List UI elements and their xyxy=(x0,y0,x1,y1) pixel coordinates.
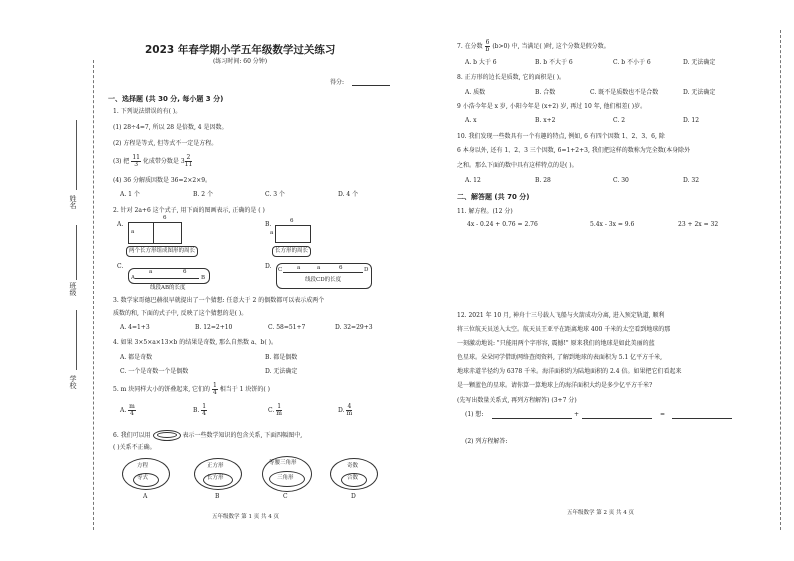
q2-a-label-6: 6 xyxy=(163,215,167,221)
q12-blank-2[interactable] xyxy=(582,418,652,419)
venn-b-inner: 长方形 xyxy=(207,475,224,481)
binding-line xyxy=(93,60,94,530)
name-label: 姓名 xyxy=(69,195,77,209)
q3-option-c[interactable]: C. 58=51+7 xyxy=(268,324,306,331)
q1-option-b[interactable]: B. 2 个 xyxy=(193,191,213,198)
venn-label-a[interactable]: A xyxy=(143,493,148,500)
q11-eq3: 23 + 2x = 32 xyxy=(678,221,719,228)
q10-option-c[interactable]: C. 30 xyxy=(613,177,629,184)
venn-d-inner: 合数 xyxy=(347,475,359,481)
q6-venn-d xyxy=(330,458,378,490)
q1-s2: (2) 方程是等式, 但等式不一定是方程。 xyxy=(113,140,218,147)
venn-label-c[interactable]: C xyxy=(283,493,288,500)
q3-option-b[interactable]: B. 12=2+10 xyxy=(195,324,233,331)
q4-option-b[interactable]: B. 都是偶数 xyxy=(265,354,298,361)
fraction-num: 4 xyxy=(347,403,352,410)
q12-line5: 地球赤道半径约为 6378 千米。海洋面积约为陆地面积的 2.4 倍。如果把它们看起来 xyxy=(457,368,682,375)
q2-c-figure xyxy=(128,268,210,284)
q4-stem: 4. 如果 3×5×a×13×b 的结果是奇数, 那么自然数 a、b( )。 xyxy=(113,339,277,346)
q6-venn-b xyxy=(194,458,242,490)
q12-line7: (先写出数量关系式, 再列方程解答) (3+7 分) xyxy=(457,397,577,404)
venn-a-inner: 等式 xyxy=(137,475,149,481)
q3-option-d[interactable]: D. 32=29+3 xyxy=(335,324,373,331)
q2-c-label-6: 6 xyxy=(183,269,187,275)
q12-line1: 12. 2021 年 10 月, 神舟十三号载人飞船与火箭成功分离, 进入预定轨道, 顺利 xyxy=(457,312,665,319)
venn-d-outer: 奇数 xyxy=(347,463,359,469)
class-field[interactable] xyxy=(76,225,77,280)
q5-option-d[interactable] xyxy=(338,404,352,417)
q8-option-c[interactable]: C. 既不是质数也不是合数 xyxy=(590,89,659,96)
q8-option-b[interactable]: B. 合数 xyxy=(535,89,556,96)
q1-s4: (4) 36 分解质因数是 36=2×2×9。 xyxy=(113,177,212,184)
venn-b-outer: 正方形 xyxy=(207,463,224,469)
fraction-den: m xyxy=(276,410,282,417)
fraction-num: 1 xyxy=(212,382,217,389)
school-label: 学校 xyxy=(69,375,77,389)
q2-c-label-2: a xyxy=(149,269,153,275)
fraction-den: 11 xyxy=(184,161,193,168)
fraction xyxy=(131,155,141,168)
option-label: C. xyxy=(268,407,275,414)
q3-line2: 质数的和, 下面的式子中, 反映了这个猜想的是( )。 xyxy=(113,310,248,317)
q2-c-point-a: A xyxy=(131,275,135,281)
q2-stem: 2. 针对 2a+6 这个式子, 用下面的图画表示, 正确的是 ( ) xyxy=(113,207,265,214)
q11-stem: 11. 解方程。(12 分) xyxy=(457,208,513,215)
fraction-den: 3 xyxy=(134,161,139,168)
q2-option-a[interactable]: A. xyxy=(117,221,124,228)
fraction xyxy=(128,404,136,417)
fraction xyxy=(212,383,218,396)
q6-stem-post: 表示一些数学知识的包含关系, 下面四幅图中, xyxy=(182,432,303,439)
q11-eq2: 5.4x - 3x = 9.6 xyxy=(590,221,635,228)
fraction-den: 4 xyxy=(212,389,217,396)
q5-option-a[interactable] xyxy=(120,404,136,417)
q2-b-caption: 长方形的周长 xyxy=(272,246,311,257)
q10-option-b[interactable]: B. 28 xyxy=(535,177,551,184)
fraction-num: m xyxy=(129,403,135,410)
q8-stem: 8. 正方形的边长是质数, 它的面积是( )。 xyxy=(457,74,566,81)
q2-a-figure xyxy=(128,215,182,244)
q2-d-point-c: C xyxy=(278,267,283,273)
q4-option-d[interactable]: D. 无法确定 xyxy=(265,368,298,375)
q2-b-label-a: a xyxy=(270,230,274,236)
q5-stem-pre: 5. m 块同样大小的饼叠起来, 它们的 xyxy=(113,386,211,393)
q1-stem: 1. 下列说法错误的有( )。 xyxy=(113,108,182,115)
q12-line2: 将三位航天员送入太空。航天员王亚平在距离地球 400 千米的太空看到地球的那 xyxy=(457,326,671,333)
option-label: B. xyxy=(193,407,200,414)
q6-venn-a xyxy=(122,458,170,490)
q2-b-figure xyxy=(270,218,311,243)
q9-option-d[interactable]: D. 12 xyxy=(683,117,700,124)
fraction xyxy=(276,404,282,417)
q2-option-d[interactable]: D. xyxy=(265,263,272,270)
q12-line3: 一刻激动地说: "只能用两个字形容, 震撼!" 原来我们的地球是如此美丽的蓝 xyxy=(457,340,655,347)
fraction xyxy=(485,40,491,53)
q7-stem-post: (b>0) 中, 当满足( )时, 这个分数是假分数。 xyxy=(492,43,610,50)
q2-c-caption: 线段AB的长度 xyxy=(150,285,186,291)
q6-stem-pre: 6. 我们可以用 xyxy=(113,432,151,439)
fraction-num: 1 xyxy=(202,403,207,410)
q11-eq1: 4x - 0.24 + 0.76 = 2.76 xyxy=(467,221,538,228)
fraction xyxy=(185,155,193,168)
q12-line4: 色星球。朵朵同学借助网络查阅资料, 了解到地球的表面积为 5.1 亿平方千米, xyxy=(457,354,663,361)
fraction-den: 4 xyxy=(202,410,207,417)
q12-sub2-label: (2) 列方程解答: xyxy=(465,438,508,445)
q5-option-c[interactable] xyxy=(268,404,282,417)
q12-line6: 是一颗蓝色的星球。请你算一算地球上的海洋面积大约是多少亿平方千米? xyxy=(457,382,653,389)
q12-plus: + xyxy=(574,411,580,418)
q2-option-c[interactable]: C. xyxy=(117,263,124,270)
time-limit: (练习时间: 60 分钟) xyxy=(213,58,268,65)
q2-c-segment xyxy=(135,278,199,279)
q10-option-d[interactable]: D. 32 xyxy=(683,177,700,184)
section-answer-heading: 二、解答题 (共 70 分) xyxy=(457,193,530,201)
q7-stem xyxy=(457,40,610,53)
q6-stem xyxy=(113,430,302,441)
q7-option-c[interactable]: C. b 不小于 6 xyxy=(613,59,651,66)
q12-blank-1[interactable] xyxy=(492,418,572,419)
q8-option-a[interactable]: A. 质数 xyxy=(465,89,486,96)
fraction xyxy=(201,404,207,417)
school-field[interactable] xyxy=(76,310,77,370)
venn-label-d[interactable]: D xyxy=(351,493,356,500)
q8-option-d[interactable]: D. 无法确定 xyxy=(683,89,716,96)
q1-s3-mid: 化成带分数是 3 xyxy=(142,158,185,165)
fraction-num: 11 xyxy=(132,154,140,161)
q1-option-c[interactable]: C. 3 个 xyxy=(265,191,285,198)
q6-venn-c xyxy=(262,456,312,492)
page-title: 2023 年春学期小学五年级数学过关练习 xyxy=(145,44,336,56)
q2-option-b[interactable]: B. xyxy=(265,221,272,228)
q9-option-c[interactable]: C. 2 xyxy=(613,117,626,124)
q9-option-b[interactable]: B. x+2 xyxy=(535,117,556,124)
q10-option-a[interactable]: A. 12 xyxy=(465,177,481,184)
q2-c-point-b: B xyxy=(201,275,206,281)
fraction-den: m xyxy=(346,410,353,417)
venn-c-outer: 等腰三角形 xyxy=(269,460,297,466)
q1-s1: (1) 28÷4=7, 所以 28 是倍数, 4 是因数。 xyxy=(113,124,228,131)
q1-option-d[interactable]: D. 4 个 xyxy=(338,191,359,198)
q2-d-caption: 线段CD的长度 xyxy=(305,277,342,283)
venn-c-inner: 三角形 xyxy=(277,475,294,481)
q1-s3 xyxy=(113,155,192,168)
q2-b-label-6: 6 xyxy=(290,218,294,224)
q6-line2: ( )关系不正确。 xyxy=(113,444,156,451)
class-label: 班级 xyxy=(69,282,77,296)
q4-option-a[interactable]: A. 都是奇数 xyxy=(120,354,153,361)
venn-label-b[interactable]: B xyxy=(215,493,220,500)
ellipse-icon xyxy=(153,430,181,441)
fraction-num: 1 xyxy=(277,403,282,410)
fraction-num: 2 xyxy=(186,154,191,161)
q2-d-label-a2: a xyxy=(317,265,321,271)
q3-option-a[interactable]: A. 4=1+3 xyxy=(120,324,150,331)
q2-d-point-d: D xyxy=(364,267,369,273)
q5-stem xyxy=(113,383,270,396)
ellipse-inner-icon xyxy=(157,432,177,438)
q2-a-caption: 两个长方形组成图形的周长 xyxy=(126,246,198,257)
fraction xyxy=(346,404,352,417)
q2-a-divider xyxy=(153,223,154,243)
q1-option-a[interactable]: A. 1 个 xyxy=(120,191,140,198)
q10-line2: 6 本身以外, 还有 1、2、3 三个因数, 6=1+2+3, 我们把这样的数称为完全数(本身除外 xyxy=(457,147,691,154)
venn-a-outer: 方程 xyxy=(137,463,149,469)
q10-line3: 之和。那么下面的数中具有这样特点的是( )。 xyxy=(457,162,578,169)
q3-line1: 3. 数学家哥德巴赫很早就提出了一个猜想: 任意大于 2 的偶数都可以表示成两个 xyxy=(113,297,325,304)
q12-sub1-label: (1) 想: xyxy=(465,411,484,418)
q7-option-a[interactable]: A. b 大于 6 xyxy=(465,59,497,66)
fraction-den: b xyxy=(485,46,490,53)
q7-option-d[interactable]: D. 无法确定 xyxy=(683,59,716,66)
fraction-den: 4 xyxy=(130,410,134,417)
q12-equals: = xyxy=(660,411,666,418)
q9-option-a[interactable]: A. x xyxy=(465,117,477,124)
right-footer: 五年级数学 第 2 页 共 4 页 xyxy=(567,510,634,516)
q7-stem-pre: 7. 在分数 xyxy=(457,43,483,50)
q4-option-c[interactable]: C. 一个是奇数一个是偶数 xyxy=(120,368,189,375)
q5-option-b[interactable] xyxy=(193,404,207,417)
q2-a-label-a: a xyxy=(131,229,135,235)
option-label: A. xyxy=(120,407,127,414)
q9-stem: 9 小浩今年是 x 岁, 小阳今年是 (x+2) 岁, 再过 10 年, 他们相差( )岁。 xyxy=(457,103,647,110)
q1-s3-pre: (3) 把 xyxy=(113,158,130,165)
q2-d-label-a1: a xyxy=(297,265,301,271)
score-field[interactable] xyxy=(352,85,390,86)
q2-d-segment xyxy=(283,272,363,273)
fraction-num: 6 xyxy=(485,39,490,46)
q2-d-label-6: 6 xyxy=(339,265,343,271)
q10-line1: 10. 我们发现一些数具有一个有趣的特点, 例如, 6 有四个因数 1、2、3、6, 除 xyxy=(457,133,665,140)
right-binding-line xyxy=(780,30,781,530)
section-choice-heading: 一、选择题 (共 30 分, 每小题 3 分) xyxy=(108,95,224,103)
q12-blank-3[interactable] xyxy=(672,418,732,419)
option-label: D. xyxy=(338,407,345,414)
score-label: 得分: xyxy=(330,79,345,86)
q7-option-b[interactable]: B. b 不大于 6 xyxy=(535,59,573,66)
q5-stem-post: 相当于 1 块饼的( ) xyxy=(219,386,270,393)
q2-d-figure xyxy=(276,263,372,289)
name-field[interactable] xyxy=(76,120,77,190)
left-footer: 五年级数学 第 1 页 共 4 页 xyxy=(212,514,279,520)
